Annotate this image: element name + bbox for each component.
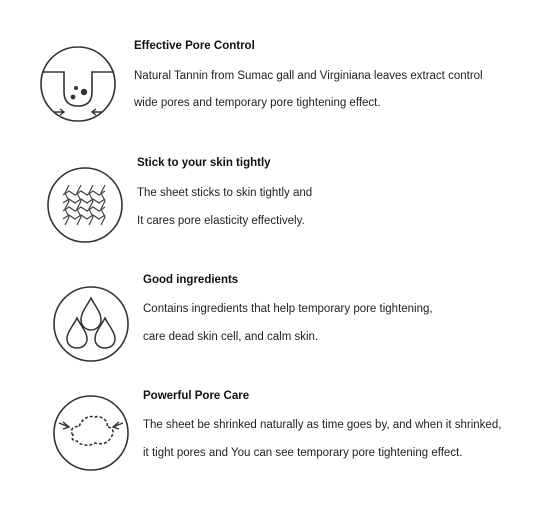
water-drops-icon — [51, 284, 131, 364]
feature-line: wide pores and temporary pore tightening effect. — [134, 97, 381, 109]
nose-patch-icon — [51, 393, 131, 473]
feature-title: Effective Pore Control — [134, 40, 255, 52]
feature-title: Powerful Pore Care — [143, 390, 250, 402]
feature-line: The sheet sticks to skin tightly and — [137, 187, 313, 199]
feature-line: The sheet be shrinked naturally as time goes by, and when it shrinked, — [143, 419, 502, 431]
feature-line: it tight pores and You can see temporary pore tightening effect. — [143, 447, 463, 459]
feature-title: Stick to your skin tightly — [137, 157, 271, 169]
feature-line: Natural Tannin from Sumac gall and Virginiana leaves extract control — [134, 70, 483, 82]
woven-fiber-icon — [45, 165, 125, 245]
feature-line: care dead skin cell, and calm skin. — [143, 331, 319, 343]
pore-diagram-icon — [38, 44, 118, 124]
feature-title: Good ingredients — [143, 274, 239, 286]
feature-line: It cares pore elasticity effectively. — [137, 215, 305, 227]
feature-line: Contains ingredients that help temporary pore tightening, — [143, 303, 433, 315]
